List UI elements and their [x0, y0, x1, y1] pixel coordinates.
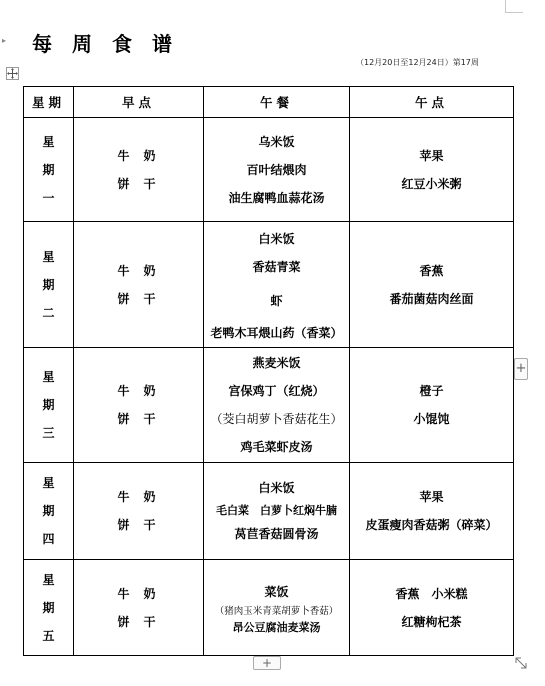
lunch-item: 白米饭: [258, 231, 295, 246]
add-row-button[interactable]: +: [253, 656, 281, 670]
snack-cell: [350, 118, 514, 222]
table-row-wednesday: [24, 348, 514, 463]
lunch-item: 百叶结煨肉: [246, 162, 307, 177]
snack-item: 红糖枸杞茶: [401, 614, 462, 629]
lunch-item: 油生腐鸭血蒜花汤: [228, 190, 325, 205]
breakfast-item: 饼干: [117, 291, 170, 306]
lunch-cell: [204, 560, 350, 656]
caret-right-icon: ▸: [2, 36, 7, 45]
snack-item: 香蕉: [419, 263, 444, 278]
lunch-item: 燕麦米饭: [252, 356, 301, 370]
breakfast-item: 牛奶: [117, 263, 170, 278]
snack-cell: [350, 222, 514, 348]
day-char: 期: [42, 277, 55, 292]
breakfast-cell: [74, 222, 204, 348]
day-char: 期: [42, 504, 55, 518]
table-row-monday: [24, 118, 514, 222]
lunch-item: 鸡毛菜虾皮汤: [240, 440, 313, 454]
day-char: 星: [42, 370, 55, 384]
day-char: 一: [42, 190, 55, 205]
lunch-item: 乌米饭: [258, 134, 295, 149]
table-row-thursday: [24, 463, 514, 560]
header-breakfast: 早点: [74, 87, 204, 118]
snack-item: 橙子: [419, 384, 444, 398]
lunch-item: （猪肉玉米青菜胡萝卜香菇）: [214, 605, 339, 617]
snack-item: 苹果: [419, 490, 444, 504]
day-cell: [24, 222, 74, 348]
day-char: 二: [42, 305, 55, 320]
snack-item: 小馄饨: [413, 412, 450, 426]
day-cell: [24, 560, 74, 656]
breakfast-item: 饼干: [117, 614, 170, 629]
snack-item: 苹果: [419, 148, 444, 163]
day-cell: [24, 463, 74, 560]
breakfast-cell: [74, 463, 204, 560]
lunch-cell: [204, 118, 350, 222]
snack-item: 香蕉 小米糕: [395, 586, 468, 601]
snack-item: 皮蛋瘦肉香菇粥（碎菜）: [365, 518, 498, 532]
day-char: 星: [42, 249, 55, 264]
day-char: 星: [42, 476, 55, 490]
breakfast-item: 牛奶: [117, 384, 170, 398]
lunch-cell: [204, 348, 350, 463]
snack-item: 番茄菌菇肉丝面: [389, 291, 474, 306]
header-snack: 午点: [350, 87, 514, 118]
breakfast-item: 牛奶: [117, 586, 170, 601]
lunch-item: （茭白胡萝卜香菇花生）: [210, 412, 343, 426]
header-weekday: 星期: [24, 87, 74, 118]
table-header-row: [24, 87, 514, 118]
day-char: 期: [42, 162, 55, 177]
lunch-item: 菜饭: [264, 584, 289, 599]
snack-cell: [350, 560, 514, 656]
lunch-item: 宫保鸡丁（红烧）: [228, 384, 325, 398]
table-move-handle-icon[interactable]: [6, 67, 19, 80]
table-resize-handle-icon[interactable]: [514, 655, 528, 669]
day-char: 期: [42, 398, 55, 412]
lunch-cell: [204, 222, 350, 348]
add-column-button[interactable]: +: [514, 358, 528, 380]
day-char: 星: [42, 572, 55, 587]
lunch-item: 莴苣香菇圆骨汤: [234, 527, 319, 541]
table-row-friday: [24, 560, 514, 656]
breakfast-cell: [74, 348, 204, 463]
lunch-cell: [204, 463, 350, 560]
lunch-item: 香菇青菜: [252, 259, 301, 274]
header-lunch: 午餐: [204, 87, 350, 118]
breakfast-cell: [74, 560, 204, 656]
page-corner-mark-horizontal: [505, 12, 523, 13]
snack-cell: [350, 463, 514, 560]
day-char: 三: [42, 426, 55, 440]
breakfast-cell: [74, 118, 204, 222]
weekly-menu-table: [23, 86, 514, 656]
breakfast-item: 牛奶: [117, 490, 170, 504]
lunch-item: 昂公豆腐油麦菜汤: [232, 620, 321, 634]
page-corner-mark-vertical: [505, 0, 506, 12]
document-subtitle: （12月20日至12月24日）第17周: [356, 58, 479, 67]
document-title: 每周食谱: [32, 32, 192, 56]
table-row-tuesday: [24, 222, 514, 348]
lunch-item: 白米饭: [258, 481, 295, 495]
lunch-item: 虾: [270, 293, 283, 308]
day-char: 四: [42, 532, 55, 546]
breakfast-item: 饼干: [117, 412, 170, 426]
day-char: 期: [42, 600, 55, 615]
day-cell: [24, 118, 74, 222]
breakfast-item: 牛奶: [117, 148, 170, 163]
breakfast-item: 饼干: [117, 518, 170, 532]
day-cell: [24, 348, 74, 463]
lunch-item: 毛白菜 白萝卜红焖牛腩: [216, 504, 337, 517]
snack-item: 红豆小米粥: [401, 176, 462, 191]
lunch-item: 老鸭木耳煨山药（香菜）: [210, 325, 343, 340]
day-char: 五: [42, 628, 55, 643]
breakfast-item: 饼干: [117, 176, 170, 191]
day-char: 星: [42, 134, 55, 149]
snack-cell: [350, 348, 514, 463]
